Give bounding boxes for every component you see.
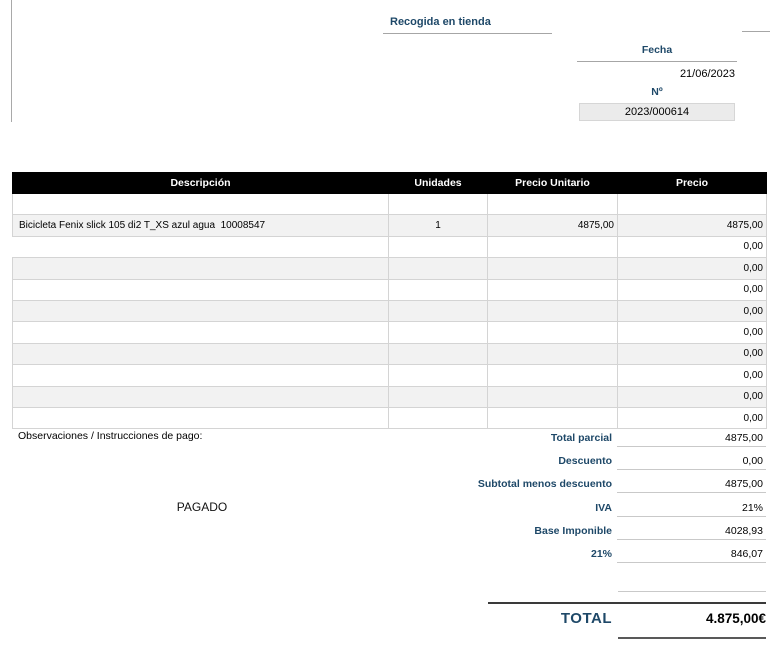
cell-unidades xyxy=(389,194,488,215)
table-row xyxy=(13,300,767,321)
grand-total-value: 4.875,00€ xyxy=(705,611,766,626)
table-row xyxy=(13,258,767,279)
empty-row-underline xyxy=(618,591,766,592)
column-header-precio: Precio xyxy=(618,173,767,194)
cell-precio-unitario xyxy=(488,194,618,215)
cell-descripcion xyxy=(13,194,389,215)
cell-unidades xyxy=(389,236,488,257)
cell-unidades xyxy=(389,343,488,364)
cell-descripcion xyxy=(13,407,389,428)
table-row xyxy=(13,365,767,386)
subtotal-label: Subtotal menos descuento xyxy=(477,478,612,490)
cell-precio: 0,00 xyxy=(618,365,767,386)
cell-descripcion xyxy=(13,386,389,407)
cell-descripcion xyxy=(13,300,389,321)
table-row xyxy=(13,194,767,215)
descuento-value: 0,00 xyxy=(617,453,766,470)
cell-descripcion xyxy=(13,365,389,386)
iva-rate-label: 21% xyxy=(590,548,612,560)
cell-precio: 0,00 xyxy=(618,236,767,257)
iva-value: 21% xyxy=(617,500,766,517)
column-header-unidades: Unidades xyxy=(389,173,488,194)
table-row xyxy=(13,236,767,257)
total-separator-line xyxy=(488,602,766,604)
cell-precio: 0,00 xyxy=(618,343,767,364)
cell-precio: 0,00 xyxy=(618,258,767,279)
cell-unidades xyxy=(389,322,488,343)
total-parcial-label: Total parcial xyxy=(550,432,612,444)
top-right-line xyxy=(742,31,770,32)
delivery-method-label: Recogida en tienda xyxy=(383,14,552,34)
cell-descripcion xyxy=(13,343,389,364)
cell-unidades: 1 xyxy=(389,215,488,236)
cell-unidades xyxy=(389,258,488,279)
total-parcial-value: 4875,00 xyxy=(617,430,766,447)
cell-precio-unitario xyxy=(488,258,618,279)
table-header-row xyxy=(13,173,767,194)
cell-descripcion xyxy=(13,322,389,343)
grand-total-underline xyxy=(618,637,766,639)
cell-unidades xyxy=(389,407,488,428)
table-row xyxy=(13,279,767,300)
totals-row xyxy=(300,500,766,518)
totals-row xyxy=(300,476,766,494)
cell-descripcion xyxy=(13,236,389,257)
cell-precio-unitario: 4875,00 xyxy=(488,215,618,236)
paid-status-text: PAGADO xyxy=(176,500,228,514)
cell-unidades xyxy=(389,300,488,321)
line-items-table xyxy=(12,172,767,429)
table-row xyxy=(13,343,767,364)
totals-row xyxy=(300,453,766,471)
table-row xyxy=(13,386,767,407)
cell-unidades xyxy=(389,279,488,300)
base-imponible-label: Base Imponible xyxy=(534,525,612,537)
subtotal-value: 4875,00 xyxy=(617,476,766,493)
cell-descripcion xyxy=(13,258,389,279)
cell-descripcion: Bicicleta Fenix slick 105 di2 T_XS azul agua 10008547 xyxy=(13,215,389,236)
cell-precio-unitario xyxy=(488,407,618,428)
date-value: 21/06/2023 xyxy=(679,68,735,80)
table-row xyxy=(13,322,767,343)
cell-unidades xyxy=(389,386,488,407)
table-row xyxy=(13,215,767,236)
grand-total-label: TOTAL xyxy=(560,610,612,627)
base-imponible-value: 4028,93 xyxy=(617,523,766,540)
cell-precio: 4875,00 xyxy=(618,215,767,236)
cell-precio: 0,00 xyxy=(618,279,767,300)
totals-row xyxy=(300,546,766,564)
cell-precio: 0,00 xyxy=(618,386,767,407)
iva-label: IVA xyxy=(595,502,612,514)
cell-precio: 0,00 xyxy=(618,300,767,321)
cell-precio-unitario xyxy=(488,343,618,364)
cell-precio-unitario xyxy=(488,279,618,300)
cell-precio-unitario xyxy=(488,236,618,257)
cell-descripcion xyxy=(13,279,389,300)
totals-row xyxy=(300,430,766,448)
cell-precio: 0,00 xyxy=(618,322,767,343)
cell-precio-unitario xyxy=(488,365,618,386)
column-header-descripcion: Descripción xyxy=(13,173,389,194)
cell-precio-unitario xyxy=(488,300,618,321)
cell-unidades xyxy=(389,365,488,386)
date-label: Fecha xyxy=(577,42,737,62)
payment-instructions-label: Observaciones / Instrucciones de pago: xyxy=(18,430,203,442)
cell-precio xyxy=(618,194,767,215)
cell-precio-unitario xyxy=(488,386,618,407)
column-header-precio-unitario: Precio Unitario xyxy=(488,173,618,194)
table-row xyxy=(13,407,767,428)
cell-precio: 0,00 xyxy=(618,407,767,428)
cell-precio-unitario xyxy=(488,322,618,343)
invoice-number-value: 2023/000614 xyxy=(579,103,735,121)
iva-amount-value: 846,07 xyxy=(617,546,766,563)
totals-row xyxy=(300,523,766,541)
left-margin-line xyxy=(11,0,12,122)
invoice-number-label: Nº xyxy=(651,86,663,98)
descuento-label: Descuento xyxy=(558,455,612,467)
